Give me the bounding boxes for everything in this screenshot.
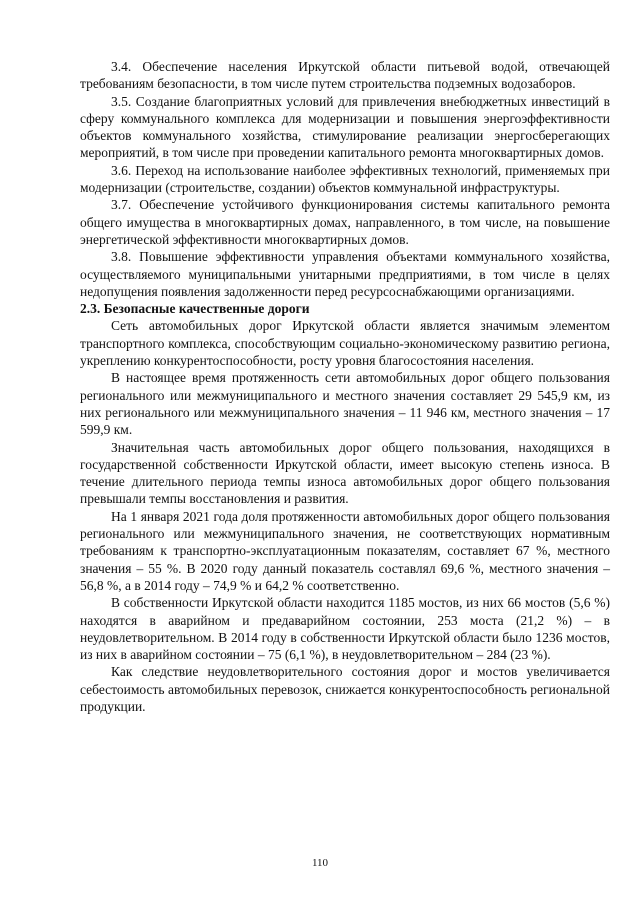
- paragraph-road-wear: Значительная часть автомобильных дорог общего пользования, находящихся в государственной собственности Иркутской области, имеет высокую степень износа. В течение длительного периода темпы износа автомобильных дорог общего пользования превышали темпы восстановления и развития.: [80, 439, 610, 507]
- paragraph-3-7: 3.7. Обеспечение устойчивого функционирования системы капитального ремонта общего имущества в многоквартирных домах, направленного, в том числе, на повышение энергетической эффективности многоквартирных домов.: [80, 197, 610, 247]
- paragraph-road-standards: На 1 января 2021 года доля протяженности автомобильных дорог общего пользования регионального или межмуниципального значения, не соответствующих нормативным требованиям к транспортно-эксплуатационным показателям, составляет 67 %, местного значения – 55 %. В 2020 году данный показатель составлял 69,6 %, местного значения – 56,8 %, а в 2014 году – 74,9 % и 64,2 % соответственно.: [80, 508, 610, 593]
- paragraph-consequences: Как следствие неудовлетворительного состояния дорог и мостов увеличивается себестоимость автомобильных перевозок, снижается конкурентоспособность региональной продукции.: [80, 664, 610, 714]
- paragraph-3-4: 3.4. Обеспечение населения Иркутской области питьевой водой, отвечающей требованиям безопасности, в том числе путем строительства подземных водозаборов.: [80, 59, 610, 92]
- page-number: 110: [311, 857, 329, 869]
- paragraph-bridges: В собственности Иркутской области находится 1185 мостов, из них 66 мостов (5,6 %) находятся в аварийном и предаварийном состоянии, 253 моста (21,2 %) – в неудовлетворительном. В 2014 году в собственности Иркутской области было 1236 мостов, из них в аварийном состоянии – 75 (6,1 %), в неудовлетворительном – 284 (23 %).: [80, 595, 610, 663]
- section-heading: 2.3. Безопасные качественные дороги: [80, 301, 310, 317]
- paragraph-3-6: 3.6. Переход на использование наиболее эффективных технологий, применяемых при модернизации (строительстве, создании) объектов коммунальной инфраструктуры.: [80, 162, 610, 196]
- document-body: [80, 58, 610, 715]
- paragraph-road-network: Сеть автомобильных дорог Иркутской области является значимым элементом транспортного комплекса, способствующим социально-экономическому развитию региона, укреплению конкурентоспособности, росту уровня благосостояния населения.: [80, 318, 610, 369]
- paragraph-3-5: 3.5. Создание благоприятных условий для привлечения внебюджетных инвестиций в сферу коммунального комплекса для модернизации и повышения энергоэффективности объектов коммунального хозяйства, стимулирование реализации энергосберегающих мероприятий, в том числе при проведении капитального ремонта многоквартирных домов.: [80, 93, 610, 161]
- paragraph-road-length: В настоящее время протяженность сети автомобильных дорог общего пользования регионального или межмуниципального и местного значения составляет 29 545,9 км, из них регионального или межмуниципального значения – 11 946 км, местного значения – 17 599,9 км.: [80, 370, 610, 438]
- paragraph-3-8: 3.8. Повышение эффективности управления объектами коммунального хозяйства, осуществляемого муниципальными унитарными предприятиями, в том числе в целях недопущения появления задолженности перед ресурсоснабжающими организациями.: [80, 249, 610, 299]
